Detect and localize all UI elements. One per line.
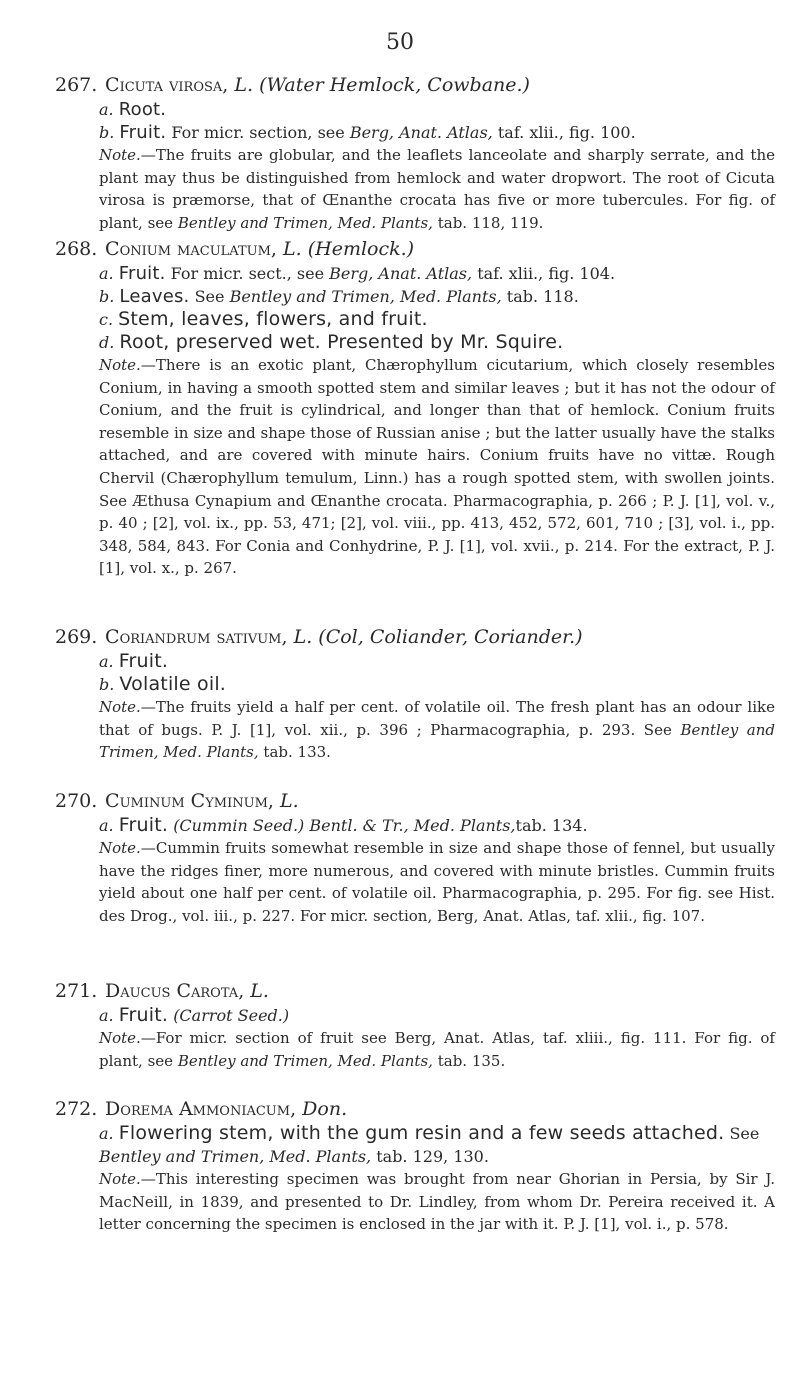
item-label: a. — [99, 652, 114, 671]
item-common-name: (Carrot Seed.) — [173, 1006, 290, 1025]
item-label: a. — [99, 100, 114, 119]
common-name: (Water Hemlock, Cowbane.) — [259, 74, 530, 96]
note-text: tab. 118, 119. — [437, 213, 544, 232]
entry-number: 270. — [55, 790, 98, 812]
species-name: Coriandrum sativum, — [105, 626, 288, 648]
item-a — [99, 1122, 775, 1168]
item-b — [99, 121, 775, 144]
item-a — [99, 650, 775, 673]
note-label: Note. — [99, 1170, 141, 1188]
item-title: Root, preserved wet. Presented by Mr. Squire. — [119, 331, 564, 353]
entry-number: 272. — [55, 1098, 98, 1120]
species-authority: L. — [293, 626, 313, 648]
note — [99, 696, 775, 764]
item-title: Flowering stem, with the gum resin and a few seeds attached. — [118, 1122, 725, 1144]
item-a — [99, 262, 775, 285]
note-text: tab. 135. — [437, 1051, 506, 1070]
species-authority: L. — [250, 980, 269, 1002]
item-label: b. — [99, 675, 115, 694]
item-label: a. — [99, 264, 114, 283]
common-name: (Col, Coliander, Coriander.) — [318, 626, 583, 648]
species-authority: L. — [283, 238, 302, 260]
species-authority: L. — [234, 74, 254, 96]
species-authority: Don. — [302, 1098, 348, 1120]
item-title: Stem, leaves, flowers, and fruit. — [118, 308, 428, 330]
item-label: a. — [99, 816, 114, 835]
entry-number: 267. — [55, 74, 98, 96]
species-authority: L. — [279, 790, 299, 812]
item-title: Fruit. — [118, 1004, 169, 1026]
note-label: Note. — [99, 839, 141, 857]
note-label: Note. — [99, 146, 141, 164]
item-title: Fruit. — [118, 814, 169, 836]
item-text: For micr. section, see — [171, 123, 345, 142]
item-a — [99, 1004, 775, 1027]
item-reference: Berg, Anat. Atlas, — [349, 123, 493, 142]
entry-heading — [55, 236, 775, 262]
note-text: —For micr. section of fruit see Berg, Anat. Atlas, taf. xliii., fig. 111. For fig. of plant, see — [99, 1029, 775, 1070]
common-name: (Hemlock.) — [307, 238, 415, 260]
entry-heading — [55, 624, 775, 650]
item-label: b. — [99, 123, 115, 142]
species-name: Conium maculatum, — [105, 238, 277, 260]
item-reference: Berg, Anat. Atlas, — [329, 264, 473, 283]
item-label: d. — [99, 333, 115, 352]
item-a — [99, 98, 775, 121]
item-text: For micr. sect., see — [170, 264, 325, 283]
item-text: taf. xlii., fig. 100. — [497, 123, 636, 142]
item-label: a. — [99, 1124, 114, 1143]
note-text: —The fruits are globular, and the leaflets lanceolate and sharply serrate, and the plant may thus be distinguished from hemlock and water dropwort. The root of Cicuta virosa is præmorse, that of Œnanthe crocata has five or more tubercules. For fig. of plant, see — [99, 146, 775, 232]
species-name: Daucus Carota, — [105, 980, 245, 1002]
note — [99, 354, 775, 580]
item-b — [99, 285, 775, 308]
entry-269 — [55, 624, 775, 764]
item-text: See — [729, 1124, 760, 1143]
item-title: Root. — [118, 99, 167, 120]
species-name: Cuminum Cyminum, — [105, 790, 274, 812]
item-text: tab. 118. — [506, 287, 579, 306]
item-title: Fruit. — [118, 263, 166, 284]
species-name: Cicuta virosa, — [105, 74, 229, 96]
note — [99, 144, 775, 234]
entry-number: 271. — [55, 980, 98, 1002]
item-label: c. — [99, 310, 114, 329]
note — [99, 1168, 775, 1236]
entry-267 — [55, 72, 775, 234]
item-reference: Bentley and Trimen, Med. Plants, — [229, 287, 502, 306]
item-d — [99, 331, 775, 354]
note-text: —This interesting specimen was brought from near Ghorian in Persia, by Sir J. MacNeill, in 1839, and presented to Dr. Lindley, from whom Dr. Pereira received it. A letter concerning the specimen is enclosed in the jar with it. P. J. [1], vol. i., p. 578. — [99, 1170, 775, 1234]
note — [99, 837, 775, 927]
note-reference: Bentley and Trimen, Med. Plants, — [99, 720, 775, 762]
species-name: Dorema Ammoniacum, — [105, 1098, 297, 1120]
entry-272 — [55, 1096, 775, 1236]
note-reference: Bentley and Trimen, Med. Plants, — [177, 213, 433, 232]
entry-268 — [55, 236, 775, 580]
entry-270 — [55, 788, 775, 927]
item-reference: Bentley and Trimen, Med. Plants, — [99, 1147, 372, 1166]
note — [99, 1027, 775, 1072]
note-label: Note. — [99, 1029, 141, 1047]
note-label: Note. — [99, 356, 141, 374]
item-title: Fruit. — [119, 122, 167, 143]
item-title: Leaves. — [119, 286, 190, 307]
note-text: —There is an exotic plant, Chærophyllum cicutarium, which closely resembles Conium, in having a smooth spotted stem and similar leaves ; but it has not the odour of Conium, and the fruit is cylindrical, and longer than that of hemlock. Conium fruits resemble in size and shape those of Russian anise ; but the latter usually have the stalks attached, and are covered with minute hairs. Conium fruits have no vittæ. Rough Chervil (Chærophyllum temulum, Linn.) has a rough spotted stem, with swollen joints. See Æthusa Cynapium and Œnanthe crocata. Pharmacographia, p. 266 ; P. J. [1], vol. v., p. 40 ; [2], vol. ix., pp. 53, 471; [2], vol. viii., pp. 413, 452, 572, 601, 710 ; [3], vol. i., pp. 348, 584, 843. For Conia and Conhydrine, P. J. [1], vol. xvii., p. 214. For the extract, P. J. [1], vol. x., p. 267. — [99, 356, 775, 578]
item-text: tab. 129, 130. — [376, 1147, 489, 1166]
item-common-name: (Cummin Seed.) — [173, 816, 305, 835]
note-text: —The fruits yield a half per cent. of volatile oil. The fresh plant has an odour like that of bugs. P. J. [1], vol. xii., p. 396 ; Pharmacographia, p. 293. See — [99, 698, 775, 739]
page-number: 50 — [386, 30, 414, 55]
item-label: a. — [99, 1006, 114, 1025]
note-reference: Bentley and Trimen, Med. Plants, — [177, 1051, 433, 1070]
entry-number: 268. — [55, 238, 98, 260]
note-text: tab. 133. — [263, 743, 331, 762]
item-b — [99, 673, 775, 696]
item-c — [99, 308, 775, 331]
item-text: taf. xlii., fig. 104. — [477, 264, 616, 283]
note-label: Note. — [99, 698, 141, 716]
item-title: Fruit. — [118, 650, 169, 672]
entry-heading — [55, 1096, 775, 1122]
entry-heading — [55, 72, 775, 98]
item-label: b. — [99, 287, 115, 306]
item-text: See — [194, 287, 225, 306]
note-text: —Cummin fruits somewhat resemble in size and shape those of fennel, but usually have the ridges finer, more numerous, and covered with minute bristles. Cummin fruits yield about one half per cent. of volatile oil. Pharmacographia, p. 295. For fig. see Hist. des Drog., vol. iii., p. 227. For micr. section, Berg, Anat. Atlas, taf. xlii., fig. 107. — [99, 839, 775, 925]
item-text: tab. 134. — [515, 816, 588, 835]
entry-number: 269. — [55, 626, 98, 648]
item-reference: Bentl. & Tr., Med. Plants, — [309, 816, 516, 835]
item-title: Volatile oil. — [119, 673, 227, 695]
entry-heading — [55, 978, 775, 1004]
entry-271 — [55, 978, 775, 1072]
entry-heading — [55, 788, 775, 814]
item-a — [99, 814, 775, 837]
